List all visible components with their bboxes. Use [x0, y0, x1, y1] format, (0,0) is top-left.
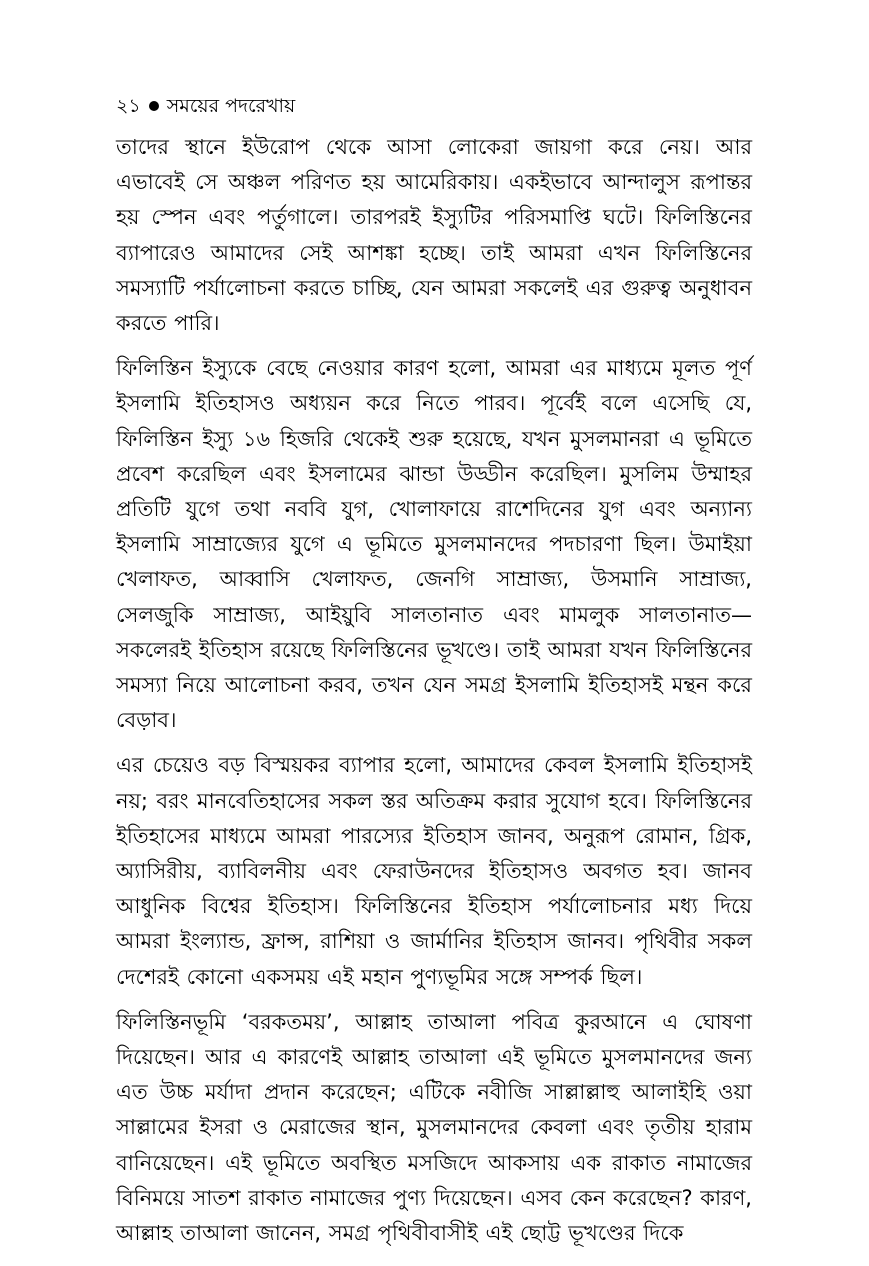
paragraph-2: ফিলিস্তিন ইস্যুকে বেছে নেওয়ার কারণ হলো, আমরা এর মাধ্যমে মূলত পূর্ণ ইসলামি ইতিহাসও অধ্যয়ন করে নিতে পারব। পূর্বেই বলে এসেছি যে, ফিলিস্তিন ইস্যু ১৬ হিজরি থেকেই শুরু হয়েছে, যখন মুসলমানরা এ ভূমিতে প্রবেশ করেছিল এবং ইসলামের ঝান্ডা উড্ডীন করেছিল। মুসলিম উম্মাহর প্রতিটি যুগে তথা নববি যুগ, খোলাফায়ে রাশেদিনের যুগ এবং অন্যান্য ইসলামি সাম্রাজ্যের যুগে এ ভূমিতে মুসলমানদের পদচারণা ছিল। উমাইয়া খেলাফত, আব্বাসি খেলাফত, জেনগি সাম্রাজ্য, উসমানি সাম্রাজ্য, সেলজুকি সাম্রাজ্য, আইয়ুবি সালতানাত এবং মামলুক সালতানাত—সকলেরই ইতিহাস রয়েছে ফিলিস্তিনের ভূখণ্ডে। তাই আমরা যখন ফিলিস্তিনের সমস্যা নিয়ে আলোচনা করব, তখন যেন সমগ্র ইসলামি ইতিহাসই মন্থন করে বেড়াব।	[116, 356, 752, 733]
page-number: ২১	[116, 95, 141, 117]
paragraph-3: এর চেয়েও বড় বিস্ময়কর ব্যাপার হলো, আমাদের কেবল ইসলামি ইতিহাসই নয়; বরং মানবেতিহাসের সকল স্তর অতিক্রম করার সুযোগ হবে। ফিলিস্তিনের ইতিহাসের মাধ্যমে আমরা পারস্যের ইতিহাস জানব, অনুরূপ রোমান, গ্রিক, অ্যাসিরীয়, ব্যাবিলনীয় এবং ফেরাউনদের ইতিহাসও অবগত হব। জানব আধুনিক বিশ্বের ইতিহাস। ফিলিস্তিনের ইতিহাস পর্যালোচনার মধ্য দিয়ে আমরা ইংল্যান্ড, ফ্রান্স, রাশিয়া ও জার্মানির ইতিহাস জানব। পৃথিবীর সকল দেশেরই কোনো একসময় এই মহান পুণ্যভূমির সঙ্গে সম্পর্ক ছিল।	[116, 753, 752, 989]
book-page	[116, 92, 752, 1261]
bullet-separator-icon	[149, 101, 159, 111]
paragraph-4: ফিলিস্তিনভূমি ‘বরকতময়’, আল্লাহ তাআলা পবিত্র কুরআনে এ ঘোষণা দিয়েছেন। আর এ কারণেই আল্লাহ তাআলা এই ভূমিতে মুসলমানদের জন্য এত উচ্চ মর্যাদা প্রদান করেছেন; এটিকে নবীজি সাল্লাল্লাহু আলাইহি ওয়া সাল্লামের ইসরা ও মেরাজের স্থান, মুসলমানদের কেবলা এবং তৃতীয় হারাম বানিয়েছেন। এই ভূমিতে অবস্থিত মসজিদে আকসায় এক রাকাত নামাজের বিনিময়ে সাতশ রাকাত নামাজের পুণ্য দিয়েছেন। এসব কেন করেছেন? কারণ, আল্লাহ তাআলা জানেন, সমগ্র পৃথিবীবাসীই এই ছোট্ট ভূখণ্ডের দিকে	[116, 1009, 752, 1246]
paragraph-1: তাদের স্থানে ইউরোপ থেকে আসা লোকেরা জায়গা করে নেয়। আর এভাবেই সে অঞ্চল পরিণত হয় আমেরিকায়। একইভাবে আন্দালুস রূপান্তর হয় স্পেন এবং পর্তুগালে। তারপরই ইস্যুটির পরিসমাপ্তি ঘটে। ফিলিস্তিনের ব্যাপারেও আমাদের সেই আশঙ্কা হচ্ছে। তাই আমরা এখন ফিলিস্তিনের সমস্যাটি পর্যালোচনা করতে চাচ্ছি, যেন আমরা সকলেই এর গুরুত্ব অনুধাবন করতে পারি।	[116, 135, 752, 336]
running-header	[116, 92, 752, 120]
book-title: সময়ের পদরেখায়	[166, 95, 296, 117]
